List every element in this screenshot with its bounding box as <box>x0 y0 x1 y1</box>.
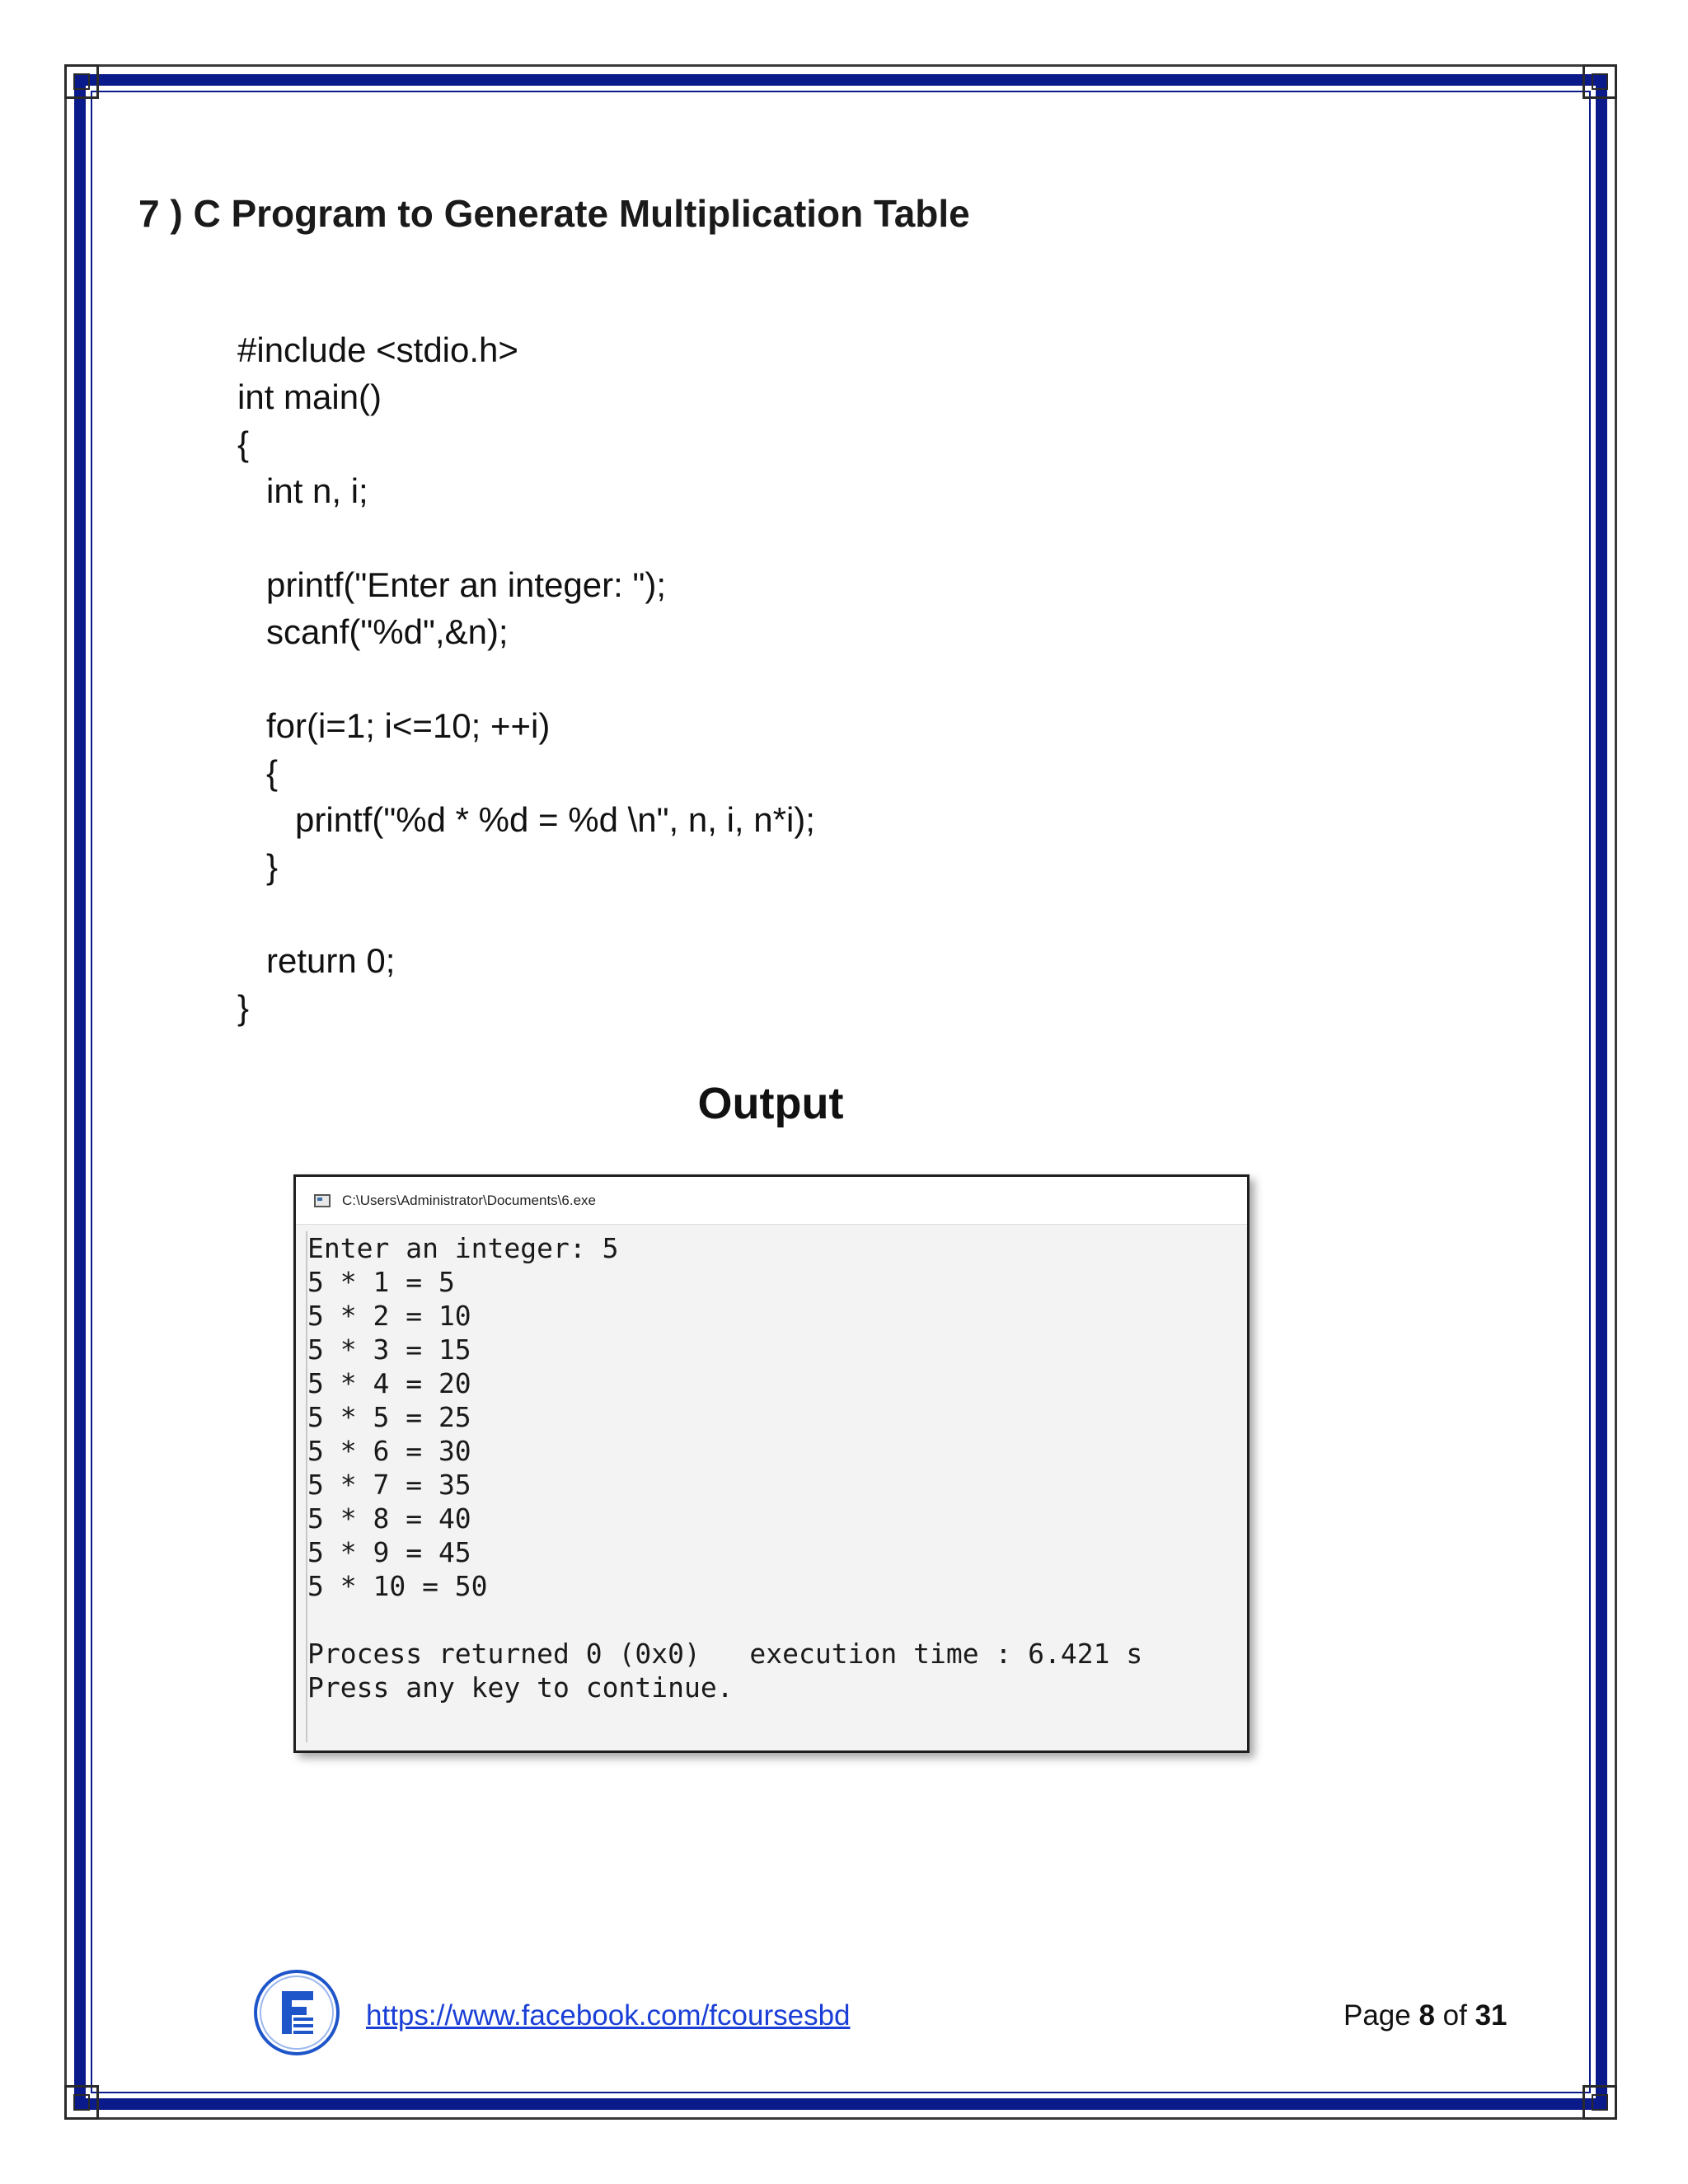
code-line <box>237 890 815 937</box>
code-listing <box>237 326 815 1031</box>
border-corner-bottom-left <box>64 2085 99 2120</box>
fcourses-logo-icon <box>252 1968 341 2057</box>
page-number <box>1343 1999 1507 2032</box>
console-titlebar <box>296 1177 1247 1225</box>
page-total: 31 <box>1475 1999 1507 2032</box>
console-line: 5 * 2 = 10 <box>307 1300 471 1332</box>
console-window <box>293 1174 1250 1753</box>
section-heading: 7 ) C Program to Generate Multiplication Table <box>138 192 970 235</box>
code-line: int main() <box>237 377 382 416</box>
console-line: 5 * 10 = 50 <box>307 1570 488 1602</box>
console-line: 5 * 6 = 30 <box>307 1435 471 1467</box>
console-line: Enter an integer: 5 <box>307 1232 619 1264</box>
code-line: scanf("%d",&n); <box>237 612 509 651</box>
border-corner-top-left <box>64 64 99 99</box>
console-title: C:\Users\Administrator\Documents\6.exe <box>342 1192 596 1208</box>
console-line: 5 * 5 = 25 <box>307 1401 471 1433</box>
code-line <box>237 655 815 702</box>
console-line: 5 * 7 = 35 <box>307 1469 471 1501</box>
border-corner-top-right <box>1582 64 1617 99</box>
console-line: 5 * 4 = 20 <box>307 1367 471 1399</box>
code-line: return 0; <box>237 941 396 980</box>
console-line: 5 * 3 = 15 <box>307 1333 471 1366</box>
code-line: printf("Enter an integer: "); <box>237 565 667 604</box>
console-line: 5 * 9 = 45 <box>307 1536 471 1568</box>
border-corner-bottom-right <box>1582 2085 1617 2120</box>
code-line: printf("%d * %d = %d \n", n, i, n*i); <box>237 800 815 839</box>
code-line: } <box>237 847 279 886</box>
page-prefix: Page <box>1343 1999 1419 2032</box>
facebook-link[interactable]: https://www.facebook.com/fcoursesbd <box>366 1999 851 2032</box>
code-line: for(i=1; i<=10; ++i) <box>237 706 551 745</box>
page-separator: of <box>1434 1999 1475 2032</box>
code-line: { <box>237 424 250 463</box>
code-line <box>237 514 815 561</box>
console-output <box>307 1231 1142 1704</box>
console-line: Process returned 0 (0x0) execution time : 6.421 s <box>307 1638 1143 1670</box>
console-line: Press any key to continue. <box>307 1671 734 1704</box>
code-line: int n, i; <box>237 471 368 510</box>
code-line: #include <stdio.h> <box>237 330 518 369</box>
console-line: 5 * 1 = 5 <box>307 1266 455 1298</box>
console-line <box>307 1603 1142 1637</box>
page-current: 8 <box>1418 1999 1435 2032</box>
code-line: } <box>237 988 250 1027</box>
console-line: 5 * 8 = 40 <box>307 1502 471 1535</box>
console-app-icon <box>314 1194 331 1207</box>
output-heading: Output <box>697 1079 844 1128</box>
code-line: { <box>237 753 279 792</box>
